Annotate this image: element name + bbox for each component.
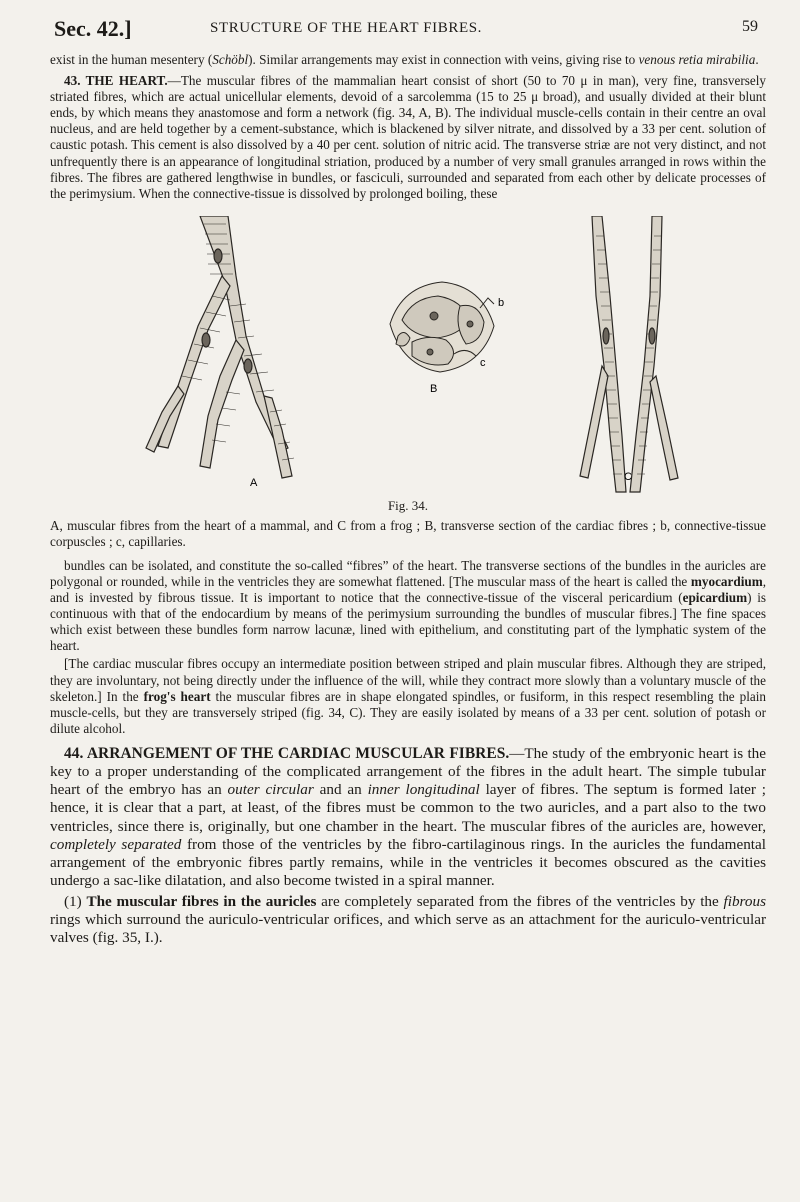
running-head — [50, 14, 766, 48]
author-name: Schöbl — [212, 52, 249, 67]
cardiac-fibres-paragraph: [The cardiac muscular fibres occupy an intermediate position between striped and plain muscular fibres. Although they are striped, they are involuntary, not being directly under the influence of the will, while they contract more slowly than a voluntary muscle of the skeleton.] In the frog's heart the muscular fibres are in shape elongated spindles, or fusiform, in this respect resembling the plain muscle-cells, but they are transversely striped (fig. 34, C). They are easily isolated by means of a 33 per cent. solution of potash or dilute alcohol. — [50, 656, 766, 736]
capillary-label: c — [480, 356, 486, 369]
figure-34 — [50, 216, 766, 496]
page-number: 59 — [742, 18, 758, 35]
bundles-paragraph: bundles can be isolated, and constitute the so-called “fibres” of the heart. The transverse sections of the bundles in the auricles are polygonal or rounded, while in the ventricles they are somewhat flattened. [The muscular mass of the heart is called the myocardium, and is invested by fibrous tissue. It is important to notice that the connective-tissue of the visceral pericardium (epicardium) is continuous with that of the endocardium by means of the perimysium surrounding the bundles of muscular fibres.] The fine spaces which exist between these bundles form narrow lacunæ, lined with epithelium, and constituting part of the lymphatic system of the heart. — [50, 557, 766, 654]
section-44-paragraph: 44. ARRANGEMENT OF THE CARDIAC MUSCULAR FIBRES.—The study of the embryonic heart is the key to a proper understanding of the complicated arrangement of the fibres in the adult heart. The simple tubular heart of the embryo has an outer circular and an inner longitudinal layer of fibres. The septum is formed later ; hence, it is clear that a part, at least, of the fibres must be common to the two auricles, and a part also to the two ventricles, since there is, originally, but one chamber in the heart. The muscular fibres of the auricles are, however, completely separated from those of the ventricles by the fibro-cartilaginous rings. In the auricles the fundamental arrangement of the embryonic fibres partly remains, while in the ventricles it becomes obscured as the cavities undergo a sac-like dilatation, and also become twisted in a spiral manner. — [50, 744, 767, 890]
auricles-paragraph: (1) The muscular fibres in the auricles are completely separated from the fibres of the ventricles by the fibrous rings which surround the auriculo-ventricular orifices, and which serve as an attachment for the auriculo-ventricular valves (fig. 35, I.). — [50, 892, 766, 946]
corpuscle-label: b — [498, 296, 505, 309]
panel-c-drawing — [580, 216, 678, 492]
panel-a-label: A — [250, 476, 258, 489]
running-title: STRUCTURE OF THE HEART FIBRES. — [210, 20, 482, 36]
panel-b-drawing — [390, 282, 494, 372]
section-44-heading: 44. ARRANGEMENT OF THE CARDIAC MUSCULAR FIBRES. — [64, 744, 510, 762]
figure-number: Fig. 34. — [387, 497, 429, 513]
term-myocardium: myocardium — [690, 573, 763, 589]
figure-caption: A, muscular fibres from the heart of a mammal, and C from a frog ; B, transverse section of the cardiac fibres ; b, connective-tissue corpuscles ; c, capillaries. — [50, 517, 766, 549]
term-epicardium: epicardium — [682, 590, 748, 606]
section-43-heading: 43. THE HEART. — [64, 73, 168, 89]
figure-34-illustration — [50, 216, 766, 496]
panel-b-label: B — [430, 382, 438, 395]
book-page — [50, 14, 766, 947]
intro-paragraph: exist in the human mesentery (Schöbl). Similar arrangements may exist in connection with veins, giving rise to venous retia mirabilia. — [50, 52, 759, 67]
section-marker: Sec. 42.] — [54, 16, 132, 41]
term-italic: venous retia mirabilia — [638, 52, 756, 67]
term-auricle-fibres: The muscular fibres in the auricles — [86, 892, 317, 910]
term-frogs-heart: frog's heart — [143, 688, 211, 704]
panel-a-drawing — [146, 216, 294, 478]
section-43-paragraph: 43. THE HEART.—The muscular fibres of the mammalian heart consist of short (50 to 70 μ in man), very fine, transversely striated fibres, which are actual unicellular elements, devoid of a sarcolemma (15 to 25 μ broad), and usually divided at their blunt ends, by which means they anastomose and form a network (fig. 34, A, B). The individual muscle-cells contain in their centre an oval nucleus, and are held together by a cement-substance, which is blackened by silver nitrate, and dissolved by a 33 per cent. solution of caustic potash. This cement is also dissolved by a 40 per cent. solution of nitric acid. The transverse striæ are not very distinct, and not unfrequently there is an appearance of longitudinal striation, produced by a number of very small granules arranged in rows within the fibres. The fibres are gathered lengthwise in bundles, or fasciculi, surrounded and separated from each other by delicate processes of the perimysium. When the connective-tissue is dissolved by prolonged boiling, these — [50, 73, 766, 201]
panel-c-label: C — [624, 470, 632, 483]
